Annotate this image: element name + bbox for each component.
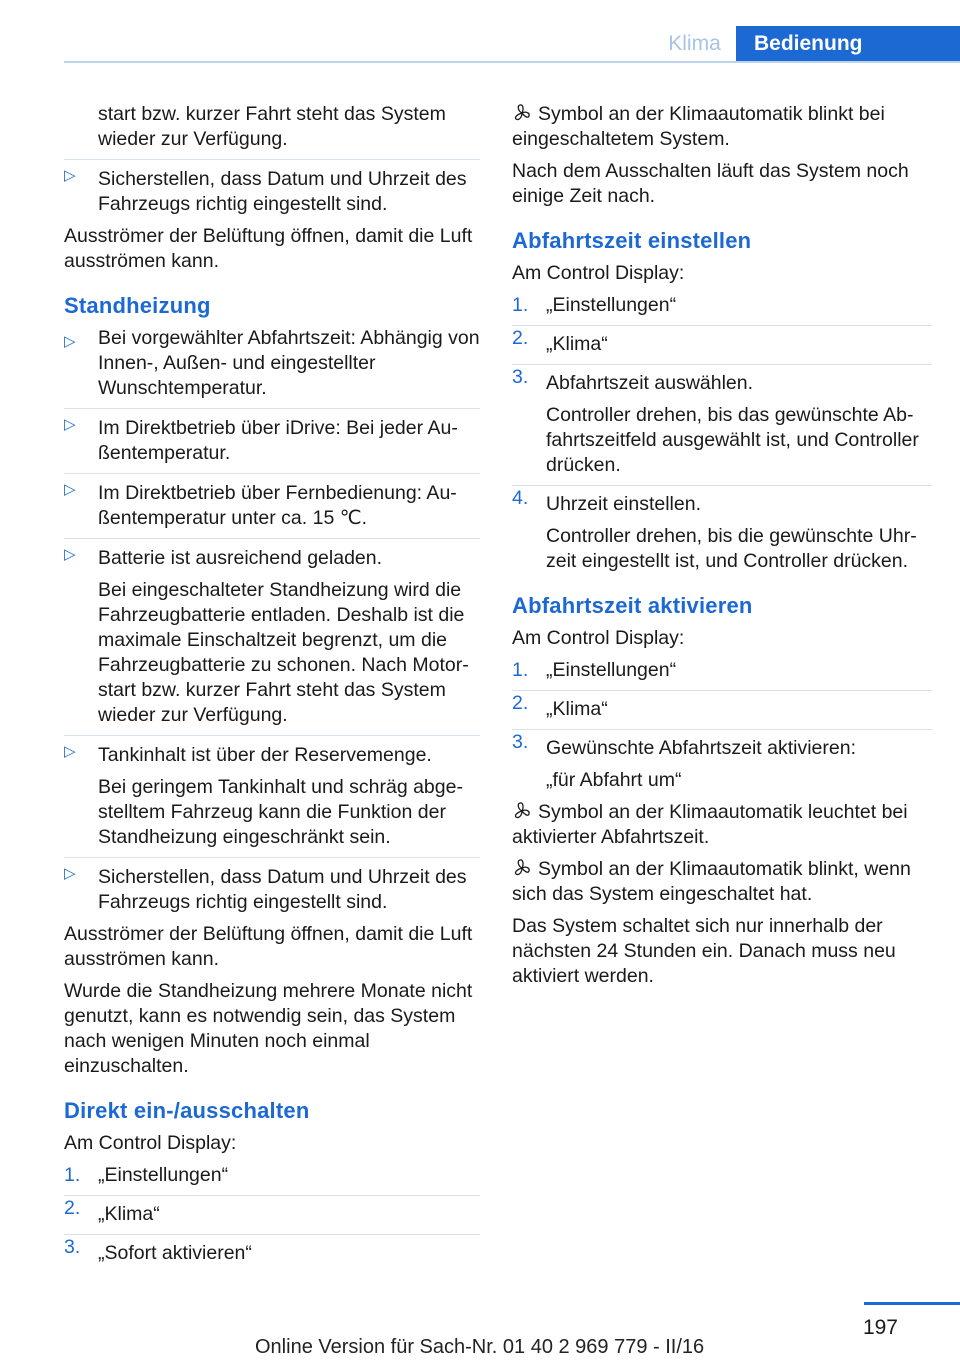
list-item — [64, 857, 480, 915]
paragraph: Wurde die Standheizung mehrere Monate nicht genutzt, kann es notwendig sein, das System nach wenigen Minuten noch einmal einzuschalten. — [64, 980, 473, 1077]
list-number: 1. — [64, 1164, 81, 1186]
triangle-right-icon: ▷ — [64, 865, 76, 882]
list-item — [64, 1195, 480, 1227]
paragraph-text: Symbol an der Klimaautomatik blinkt bei eingeschaltetem System. — [512, 103, 885, 150]
list-item-subtext: Bei geringem Tankinhalt und schräg abgestelltem Fahrzeug kann die Funktion der Standheizung eingeschränkt sein. — [98, 776, 463, 848]
triangle-right-icon: ▷ — [64, 743, 76, 760]
list-item-text: Batterie ist ausreichend geladen. — [98, 547, 383, 569]
list-item-text: Abfahrtszeit auswählen. — [546, 372, 754, 394]
list-item-text: „Einstellungen“ — [546, 659, 677, 681]
triangle-right-icon: ▷ — [64, 167, 76, 184]
list-item-text: „Klima“ — [546, 698, 608, 720]
triangle-right-icon: ▷ — [64, 416, 76, 433]
list-number: 1. — [512, 294, 529, 316]
continued-text: start bzw. kurzer Fahrt steht das System wieder zur Verfügung. — [98, 103, 446, 150]
list-item — [64, 159, 480, 217]
numbered-list-direkt — [64, 1163, 480, 1266]
triangle-right-icon: ▷ — [64, 481, 76, 498]
list-item-text: Gewünschte Abfahrtszeit aktivieren: — [546, 737, 856, 759]
paragraph-text: Symbol an der Klimaautomatik leuchtet bei aktivierter Abfahrtszeit. — [512, 801, 908, 848]
list-item — [512, 729, 932, 793]
list-item-text: Im Direktbetrieb über iDrive: Bei jeder Außentemperatur. — [98, 417, 458, 464]
heading-direkt: Direkt ein-/ausschalten — [64, 1098, 310, 1123]
list-item-subtext: „für Abfahrt um“ — [546, 769, 682, 791]
list-item-subtext: Controller drehen, bis das gewünschte Abfahrtszeitfeld ausgewählt ist, und Controller drücken. — [546, 404, 919, 476]
list-item — [512, 364, 932, 478]
list-number: 2. — [512, 692, 529, 714]
list-number: 1. — [512, 659, 529, 681]
paragraph: Am Control Display: — [512, 262, 685, 284]
page-number: 197 — [862, 1316, 898, 1339]
list-item — [64, 735, 480, 850]
list-item-text: „Klima“ — [98, 1203, 160, 1225]
list-number: 2. — [64, 1197, 81, 1219]
list-number: 3. — [64, 1236, 81, 1258]
list-item-subtext: Bei eingeschalteter Standheizung wird die Fahrzeugbatterie entladen. Deshalb ist die maximale Einschaltzeit begrenzt, um die Fahrzeugbatterie zu schonen. Nach Motorstart bzw. kurzer Fahrt steht das System wieder zur Verfügung. — [98, 579, 469, 726]
paragraph: Ausströmer der Belüftung öffnen, damit die Luft ausströmen kann. — [64, 923, 473, 970]
list-number: 4. — [512, 487, 529, 509]
fan-icon — [512, 801, 532, 821]
fan-icon — [512, 858, 532, 878]
list-item-text: Tankinhalt ist über der Reservemenge. — [98, 744, 432, 766]
paragraph: Am Control Display: — [512, 627, 685, 649]
footer-accent-line — [864, 1302, 960, 1305]
list-item — [512, 293, 932, 318]
list-item — [64, 326, 480, 401]
list-item-text: Bei vorgewählter Abfahrtszeit: Abhängig von Innen-, Außen- und eingestellter Wunschtemperatur. — [98, 327, 480, 399]
right-column — [512, 102, 932, 996]
list-item-text: Sicherstellen, dass Datum und Uhrzeit des Fahrzeugs richtig eingestellt sind. — [98, 168, 467, 215]
list-item — [64, 538, 480, 728]
tab-klima[interactable]: Klima — [668, 32, 721, 55]
list-number: 3. — [512, 731, 529, 753]
list-item-text: Im Direktbetrieb über Fernbedienung: Außentemperatur unter ca. 15 ℃. — [98, 482, 457, 529]
triangle-right-icon: ▷ — [64, 546, 76, 563]
list-item — [512, 690, 932, 722]
header-divider — [64, 61, 960, 63]
list-item — [512, 325, 932, 357]
left-column — [64, 102, 480, 1273]
paragraph: Ausströmer der Belüftung öffnen, damit die Luft ausströmen kann. — [64, 225, 473, 272]
list-item — [512, 658, 932, 683]
bullet-list-top — [64, 159, 480, 217]
paragraph-with-icon — [512, 857, 932, 907]
list-item-text: Sicherstellen, dass Datum und Uhrzeit des Fahrzeugs richtig eingestellt sind. — [98, 866, 467, 913]
numbered-list-einstellen — [512, 293, 932, 574]
bullet-list-standheizung — [64, 326, 480, 915]
list-item — [64, 408, 480, 466]
list-item-text: Uhrzeit einstellen. — [546, 493, 701, 515]
list-number: 3. — [512, 366, 529, 388]
fan-icon — [512, 103, 532, 123]
list-item-text: „Klima“ — [546, 333, 608, 355]
list-item-text: „Einstellungen“ — [98, 1164, 229, 1186]
triangle-right-icon: ▷ — [64, 333, 76, 350]
paragraph-with-icon — [512, 800, 932, 850]
list-item — [64, 1163, 480, 1188]
tab-bedienung[interactable]: Bedienung — [736, 26, 960, 62]
heading-standheizung: Standheizung — [64, 293, 211, 318]
list-item-text: „Einstellungen“ — [546, 294, 677, 316]
paragraph: Das System schaltet sich nur innerhalb der nächsten 24 Stunden ein. Danach muss neu aktiviert werden. — [512, 915, 896, 987]
paragraph-text: Symbol an der Klimaautomatik blinkt, wenn sich das System eingeschaltet hat. — [512, 858, 911, 905]
list-item-subtext: Controller drehen, bis die gewünschte Uhrzeit eingestellt ist, und Controller drücken. — [546, 525, 917, 572]
heading-abfahrtszeit-einstellen: Abfahrtszeit einstellen — [512, 228, 752, 253]
numbered-list-aktivieren — [512, 658, 932, 793]
heading-abfahrtszeit-aktivieren: Abfahrtszeit aktivieren — [512, 593, 753, 618]
paragraph-with-icon — [512, 102, 932, 152]
list-item — [64, 1234, 480, 1266]
footer-version-text: Online Version für Sach-Nr. 01 40 2 969 779 - II/16 — [255, 1336, 705, 1358]
paragraph: Nach dem Ausschalten läuft das System noch einige Zeit nach. — [512, 160, 909, 207]
list-item — [64, 473, 480, 531]
list-item-text: „Sofort aktivieren“ — [98, 1242, 252, 1264]
list-number: 2. — [512, 327, 529, 349]
list-item — [512, 485, 932, 574]
paragraph: Am Control Display: — [64, 1132, 237, 1154]
